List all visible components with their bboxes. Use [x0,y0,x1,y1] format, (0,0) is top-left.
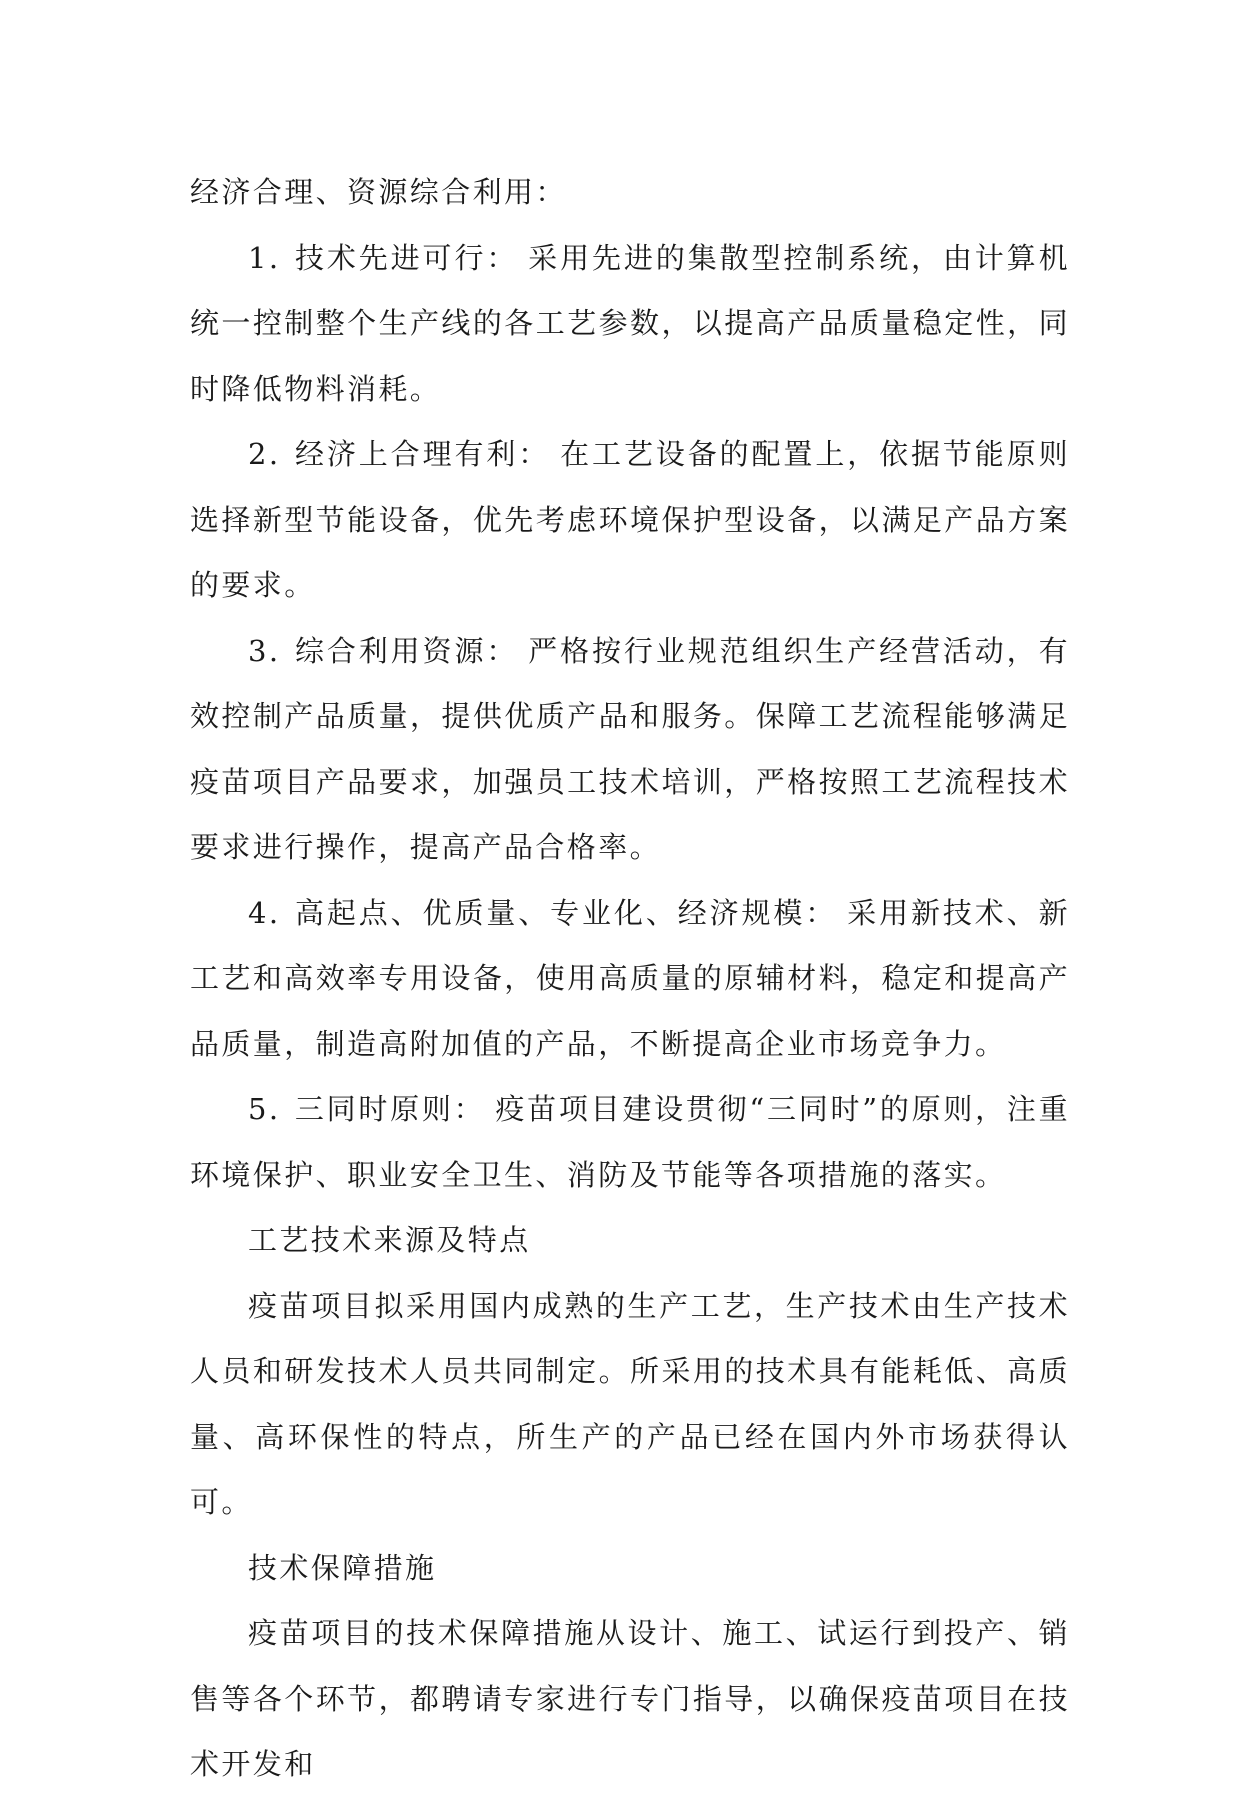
document-body [190,160,1070,1798]
item-heading: 三同时原则： [294,1092,486,1126]
section-heading-text: 工艺技术来源及特点 [248,1223,531,1257]
item-number: 5. [248,1092,281,1126]
item-text: 在工艺设备的配置上，依据节能原则选择新型节能设备，优先考虑环境保护型设备，以满足产品方案的要求。 [190,437,1070,602]
section-heading-tech-source [190,1208,1070,1274]
item-text: 采用新技术、新工艺和高效率专用设备，使用高质量的原辅材料，稳定和提高产品质量，制造高附加值的产品，不断提高企业市场竞争力。 [190,895,1070,1061]
principle-item-4 [190,881,1070,1078]
principle-item-5 [190,1077,1070,1208]
paragraph-text: 疫苗项目的技术保障措施从设计、施工、试运行到投产、销售等各个环节，都聘请专家进行专门指导，以确保疫苗项目在技术开发和 [190,1616,1070,1781]
item-text: 疫苗项目建设贯彻“三同时”的原则，注重环境保护、职业安全卫生、消防及节能等各项措施的落实。 [190,1092,1070,1192]
item-number: 1. [248,240,281,275]
intro-paragraph [190,160,1070,226]
item-heading: 技术先进可行： [294,240,519,275]
tech-guarantee-paragraph [190,1601,1070,1798]
tech-source-paragraph [190,1274,1070,1536]
item-number: 3. [248,633,281,668]
paragraph-text: 疫苗项目拟采用国内成熟的生产工艺，生产技术由生产技术人员和研发技术人员共同制定。所采用的技术具有能耗低、高质量、高环保性的特点，所生产的产品已经在国内外市场获得认可。 [190,1288,1070,1519]
item-heading: 综合利用资源： [294,633,519,668]
principle-item-1 [190,226,1070,423]
item-heading: 高起点、优质量、专业化、经济规模： [294,895,838,930]
item-heading: 经济上合理有利： [294,437,551,471]
principle-item-2 [190,422,1070,619]
item-number: 4. [248,895,281,930]
item-text: 采用先进的集散型控制系统，由计算机统一控制整个生产线的各工艺参数，以提高产品质量稳定性，同时降低物料消耗。 [190,240,1070,406]
section-heading-tech-guarantee [190,1536,1070,1602]
item-number: 2. [248,437,281,471]
principle-item-3 [190,619,1070,881]
section-heading-text: 技术保障措施 [248,1550,437,1585]
item-text: 严格按行业规范组织生产经营活动，有效控制产品质量，提供优质产品和服务。保障工艺流程能够满足疫苗项目产品要求，加强员工技术培训，严格按照工艺流程技术要求进行操作，提高产品合格率。 [190,633,1070,864]
paragraph-text: 经济合理、资源综合利用： [190,175,567,209]
